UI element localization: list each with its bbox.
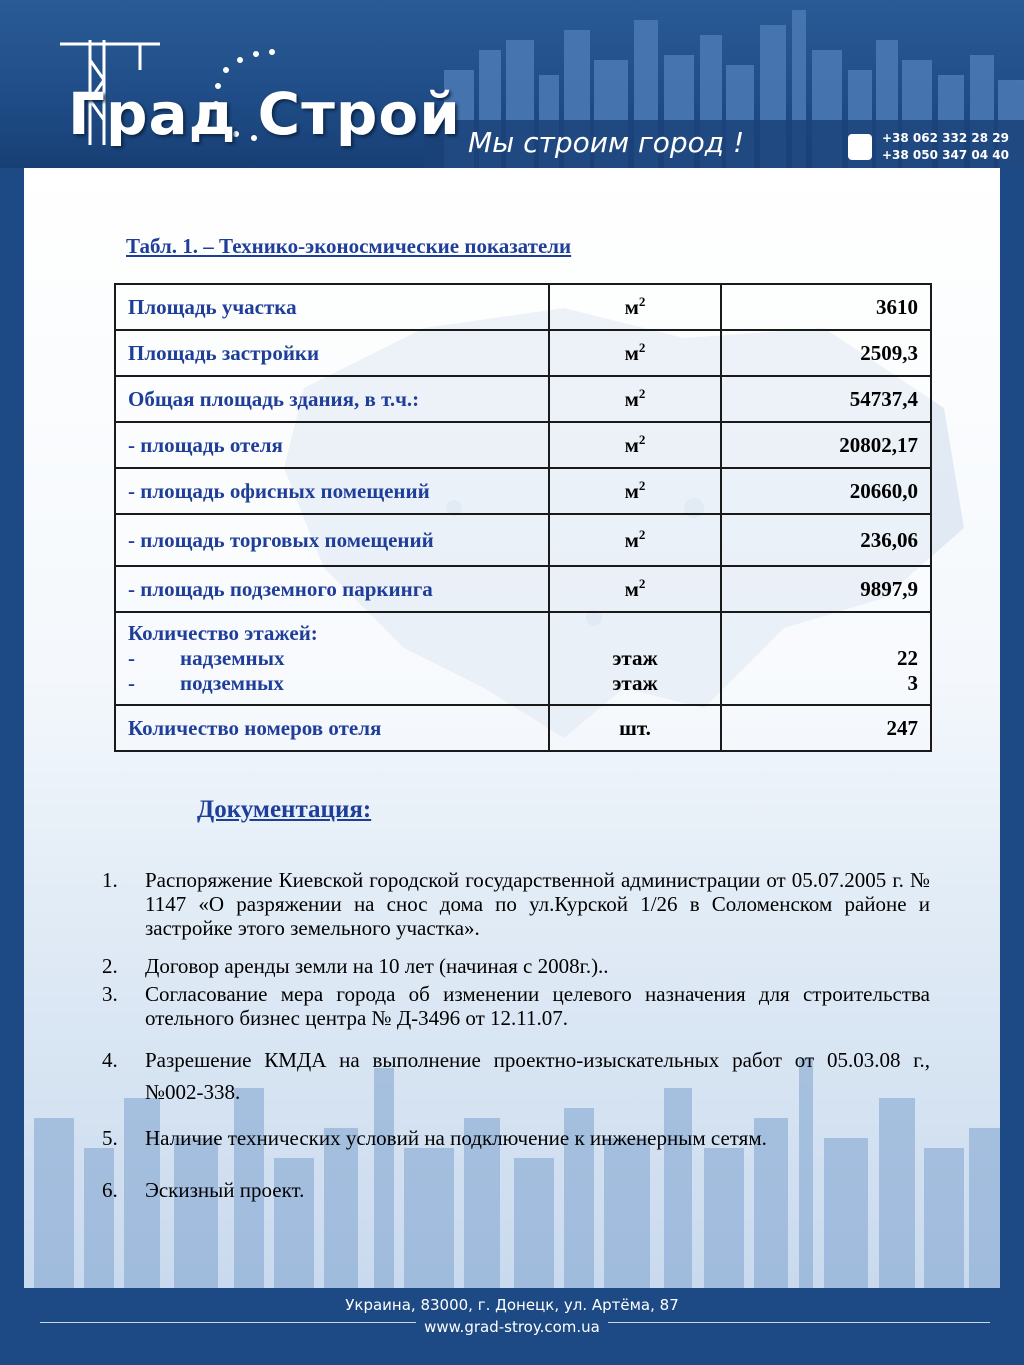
list-text: Наличие технических условий на подключение к инженерным сетям. [145,1126,767,1150]
unit-text: м [624,387,639,411]
list-number: 5. [102,1126,118,1150]
row-name: Количество номеров отеля [115,705,549,751]
unit-sup: 2 [638,432,646,447]
row-name: - площадь отеля [115,422,549,468]
content-panel [24,168,1000,1288]
row-unit [549,330,721,376]
row-unit [549,468,721,514]
floors-above-label: надземных [180,646,285,670]
list-item [102,1044,930,1108]
unit-text: м [624,295,639,319]
phone-number: +38 062 332 28 29 [882,131,1009,145]
table-row [115,376,931,422]
footer-website-link[interactable]: www.grad-stroy.com.ua [416,1318,608,1336]
unit-text: м [624,433,639,457]
slogan: Мы строим город ! [468,126,745,159]
unit-text: м [624,528,639,552]
table-row [115,468,931,514]
floors-title: Количество этажей: [128,621,318,645]
list-dash: - [128,671,135,695]
list-item [102,954,930,978]
table-row [115,422,931,468]
row-value: 54737,4 [721,376,931,422]
row-name: Площадь участка [115,284,549,330]
unit-sup: 2 [638,294,646,309]
row-name: Площадь застройки [115,330,549,376]
list-text: Разрешение КМДА на выполнение проектно-изыскательных работ от 05.03.08 г., №002-338. [145,1048,930,1104]
row-value: 20802,17 [721,422,931,468]
floors-cell [115,612,549,705]
floors-value-cell [721,612,931,705]
unit-sup: 2 [638,576,646,591]
floors-below-unit: этаж [612,671,658,695]
table-row [115,612,931,705]
table-row [115,705,931,751]
row-unit [549,566,721,612]
list-item [102,868,930,940]
floors-unit-cell [549,612,721,705]
row-name: - площадь офисных помещений [115,468,549,514]
table-row [115,330,931,376]
phone-number: +38 050 347 04 40 [882,148,1009,162]
list-number: 3. [102,982,118,1006]
unit-sup: 2 [638,386,646,401]
list-item [102,1122,930,1154]
row-value: 236,06 [721,514,931,566]
header [0,0,1024,168]
table-row [115,514,931,566]
phone-icon [848,134,872,160]
row-unit [549,422,721,468]
row-value: 9897,9 [721,566,931,612]
row-name: - площадь торговых помещений [115,514,549,566]
list-dash: - [128,646,135,670]
footer-address: Украина, 83000, г. Донецк, ул. Артёма, 87 [345,1296,679,1314]
row-value: 2509,3 [721,330,931,376]
list-text: Эскизный проект. [145,1178,305,1202]
row-unit [549,376,721,422]
unit-text: м [624,341,639,365]
phone-numbers [882,130,1009,164]
unit-sup: 2 [638,340,646,355]
row-name: Общая площадь здания, в т.ч.: [115,376,549,422]
floors-below-value: 3 [907,671,918,695]
table-caption: Табл. 1. – Технико-эконосмические показатели [126,234,572,258]
table-row [115,284,931,330]
row-value: 247 [721,705,931,751]
list-item [102,1178,930,1202]
footer [0,1294,1024,1338]
unit-text: м [624,479,639,503]
documentation-list [102,868,930,1202]
documentation-title: Документация: [197,796,372,823]
unit-sup: 2 [638,527,646,542]
logo-text: Град Строй [68,80,461,148]
unit-sup: 2 [638,478,646,493]
technical-indicators-table [114,283,932,752]
list-text: Распоряжение Киевской городской государственной администрации от 05.07.2005 г. № 1147 «О разряжении на снос дома по ул.Курской 1/26 в Соломенском районе и застройке этого земельного участка». [145,868,930,940]
list-number: 6. [102,1178,118,1202]
row-value: 3610 [721,284,931,330]
unit-text: м [624,577,639,601]
list-number: 1. [102,868,118,892]
floors-above-value: 22 [897,646,918,670]
list-text: Согласование мера города об изменении целевого назначения для строительства отельного бизнес центра № Д-3496 от 12.11.07. [145,982,930,1030]
floors-above-unit: этаж [612,646,658,670]
row-name: - площадь подземного паркинга [115,566,549,612]
list-text: Договор аренды земли на 10 лет (начиная с 2008г.).. [145,954,609,978]
list-item [102,982,930,1030]
row-unit: шт. [549,705,721,751]
list-number: 2. [102,954,118,978]
row-unit [549,514,721,566]
table-row [115,566,931,612]
floors-below-label: подземных [180,671,284,695]
list-number: 4. [102,1048,118,1072]
row-unit [549,284,721,330]
row-value: 20660,0 [721,468,931,514]
